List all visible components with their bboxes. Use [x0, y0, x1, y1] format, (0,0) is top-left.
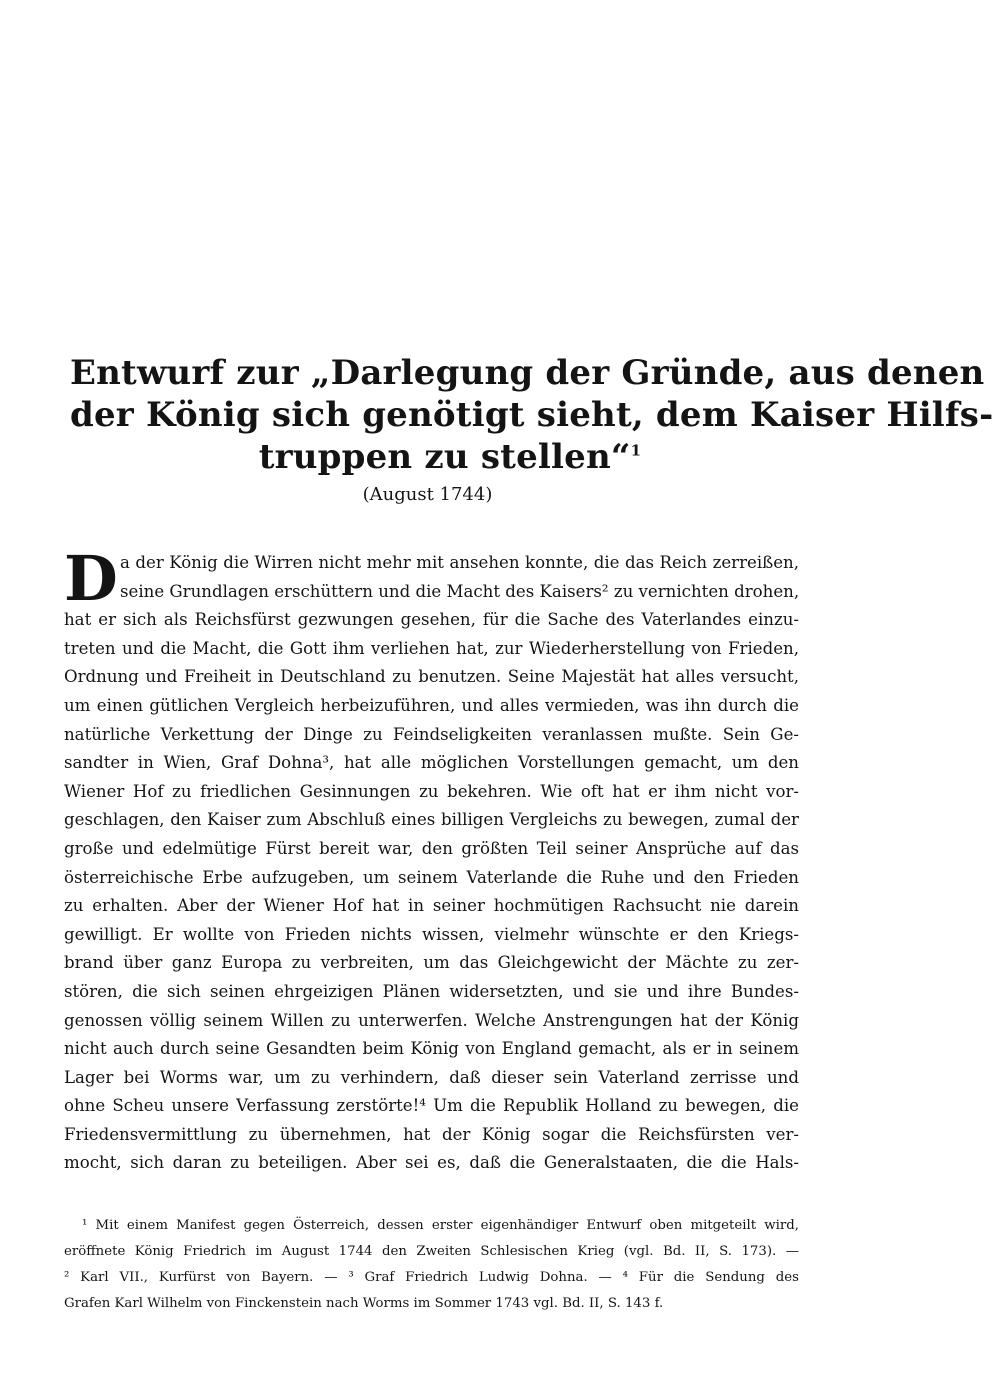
title-footnote-marker: 1	[630, 441, 642, 460]
body-line: mocht, sich daran zu beteiligen. Aber sei es, daß die Generalstaaten, die die Hals-	[64, 1153, 799, 1173]
body-paragraph	[64, 542, 800, 1178]
body-line: geschlagen, den Kaiser zum Abschluß eines billigen Vergleichs zu bewegen, zumal der	[64, 810, 799, 830]
footnote-line: eröffnete König Friedrich im August 1744 den Zweiten Schlesischen Krieg (vgl. Bd. II, S. 173). —	[64, 1244, 799, 1259]
body-line: brand über ganz Europa zu verbreiten, um das Gleichgewicht der Mächte zu zer-	[64, 953, 799, 973]
body-line: ohne Scheu unsere Verfassung zerstörte!⁴ Um die Republik Holland zu bewegen, die	[64, 1096, 799, 1116]
body-line: treten und die Macht, die Gott ihm verliehen hat, zur Wiederherstellung von Frieden,	[64, 638, 799, 658]
body-line: Wiener Hof zu friedlichen Gesinnungen zu bekehren. Wie oft hat er ihm nicht vor-	[64, 781, 799, 801]
body-line: a der König die Wirren nicht mehr mit ansehen konnte, die das Reich zerreißen,	[120, 553, 799, 572]
body-line: große und edelmütige Fürst bereit war, den größten Teil seiner Ansprüche auf das	[64, 838, 799, 858]
body-line: nicht auch durch seine Gesandten beim König von England gemacht, als er in seinem	[64, 1039, 799, 1059]
drop-cap-initial: D	[64, 542, 118, 615]
body-line: Ordnung und Freiheit in Deutschland zu benutzen. Seine Majestät hat alles versucht,	[64, 667, 799, 687]
chapter-title	[70, 352, 993, 478]
title-line-3-text: truppen zu stellen“	[258, 437, 631, 477]
body-line: um einen gütlichen Vergleich herbeizuführen, und alles vermieden, was ihn durch die	[64, 695, 799, 715]
body-line: österreichische Erbe aufzugeben, um seinem Vaterlande die Ruhe und den Frieden	[64, 867, 799, 887]
date-subtitle: (August 1744)	[362, 484, 493, 505]
title-line-1: Entwurf zur „Darlegung der Gründe, aus denen	[70, 353, 985, 393]
body-line: gewilligt. Er wollte von Frieden nichts wissen, vielmehr wünschte er den Kriegs-	[64, 924, 799, 944]
title-line-2: der König sich genötigt sieht, dem Kaiser Hilfs-	[70, 395, 993, 435]
body-line: natürliche Verkettung der Dinge zu Feindseligkeiten veranlassen mußte. Sein Ge-	[64, 724, 799, 744]
body-line: stören, die sich seinen ehrgeizigen Plänen widersetzten, und sie und ihre Bundes-	[64, 981, 799, 1001]
footnotes	[64, 1213, 799, 1317]
body-line: Friedensvermittlung zu übernehmen, hat der König sogar die Reichsfürsten ver-	[64, 1124, 799, 1144]
footnote-line: ¹ Mit einem Manifest gegen Österreich, dessen erster eigenhändiger Entwurf oben mitgeteilt wird,	[82, 1218, 799, 1233]
body-line: genossen völlig seinem Willen zu unterwerfen. Welche Anstrengungen hat der König	[64, 1010, 799, 1030]
body-line: Lager bei Worms war, um zu verhindern, daß dieser sein Vaterland zerrisse und	[64, 1067, 799, 1087]
body-line: hat er sich als Reichsfürst gezwungen gesehen, für die Sache des Vaterlandes einzu-	[64, 610, 799, 630]
title-line-3	[70, 436, 830, 478]
footnote-line: ² Karl VII., Kurfürst von Bayern. — ³ Graf Friedrich Ludwig Dohna. — ⁴ Für die Sendung des	[64, 1270, 799, 1285]
footnote-line: Grafen Karl Wilhelm von Finckenstein nach Worms im Sommer 1743 vgl. Bd. II, S. 143 f.	[64, 1296, 664, 1311]
body-line: seine Grundlagen erschüttern und die Macht des Kaisers² zu vernichten drohen,	[120, 581, 800, 601]
body-line: zu erhalten. Aber der Wiener Hof hat in seiner hochmütigen Rachsucht nie darein	[64, 896, 799, 916]
body-line: sandter in Wien, Graf Dohna³, hat alle möglichen Vorstellungen gemacht, um den	[64, 753, 799, 773]
